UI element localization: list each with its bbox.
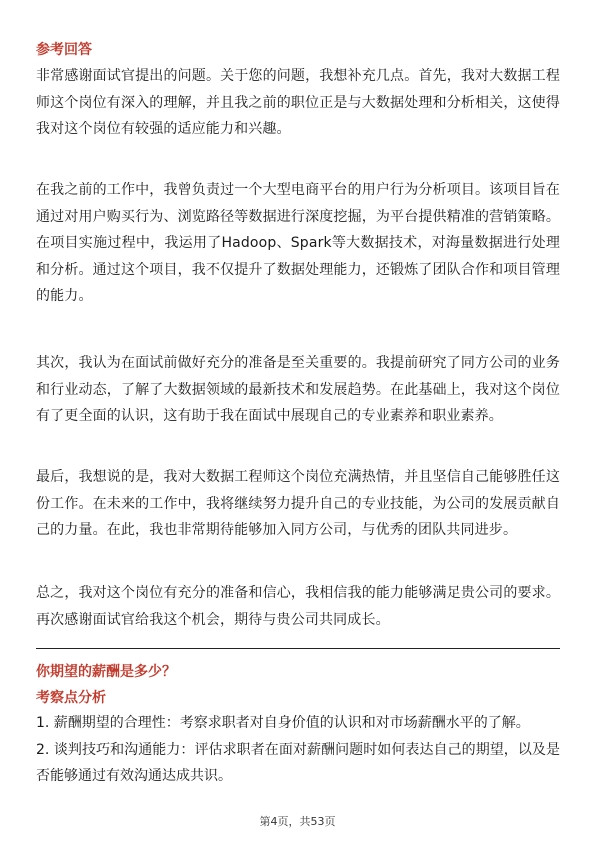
paragraph-text: 非常感谢面试官提出的问题。关于您的问题，我想补充几点。首先，我对大数据工程师这个岗位有深入的理解，并且我之前的职位正是与大数据处理和分析相关，这使得我对这个岗位有较强的适应能力和兴趣。 [36, 68, 560, 137]
paragraph-text: 其次，我认为在面试前做好充分的准备是至关重要的。我提前研究了同方公司的业务和行业动态，了解了大数据领域的最新技术和发展趋势。在此基础上，我对这个岗位有了更全面的认识，这有助于我在面试中展现自己的专业素养和职业素养。 [36, 355, 560, 424]
analysis-heading: 考察点分析 [36, 690, 106, 706]
page-number-footer: 第4页，共53页 [259, 815, 336, 828]
analysis-list [36, 710, 560, 790]
analysis-item: 1. 薪酬期望的合理性：考察求职者对自身价值的认识和对市场薪酬水平的了解。 [36, 715, 530, 731]
reference-answer-heading: 参考回答 [36, 42, 92, 58]
question-block [36, 662, 560, 682]
answer-paragraph-3 [36, 350, 560, 430]
reference-answer-heading-block [36, 40, 560, 60]
paragraph-text: 总之，我对这个岗位有充分的准备和信心，我相信我的能力能够满足贵公司的要求。再次感谢面试官给我这个机会，期待与贵公司共同成长。 [36, 585, 560, 628]
analysis-item: 2. 谈判技巧和沟通能力：评估求职者在面对薪酬问题时如何表达自己的期望，以及是否能够通过有效沟通达成共识。 [36, 741, 560, 784]
question-heading: 你期望的薪酬是多少？ [36, 664, 176, 680]
paragraph-text: 在我之前的工作中，我曾负责过一个大型电商平台的用户行为分析项目。该项目旨在通过对用户购买行为、浏览路径等数据进行深度挖掘，为平台提供精准的营销策略。在项目实施过程中，我运用了Hadoop、Spark等大数据技术，对海量数据进行处理和分析。通过这个项目，我不仅提升了数据处理能力，还锻炼了团队合作和项目管理的能力。 [36, 182, 560, 304]
answer-paragraph-2 [36, 177, 560, 310]
answer-paragraph-4 [36, 464, 560, 544]
answer-paragraph-1 [36, 63, 560, 143]
paragraph-text: 最后，我想说的是，我对大数据工程师这个岗位充满热情，并且坚信自己能够胜任这份工作。在未来的工作中，我将继续努力提升自己的专业技能，为公司的发展贡献自己的力量。在此，我也非常期待能够加入同方公司，与优秀的团队共同进步。 [36, 469, 560, 538]
analysis-heading-block [36, 688, 560, 708]
answer-paragraph-5 [36, 580, 560, 633]
section-divider [36, 648, 560, 649]
